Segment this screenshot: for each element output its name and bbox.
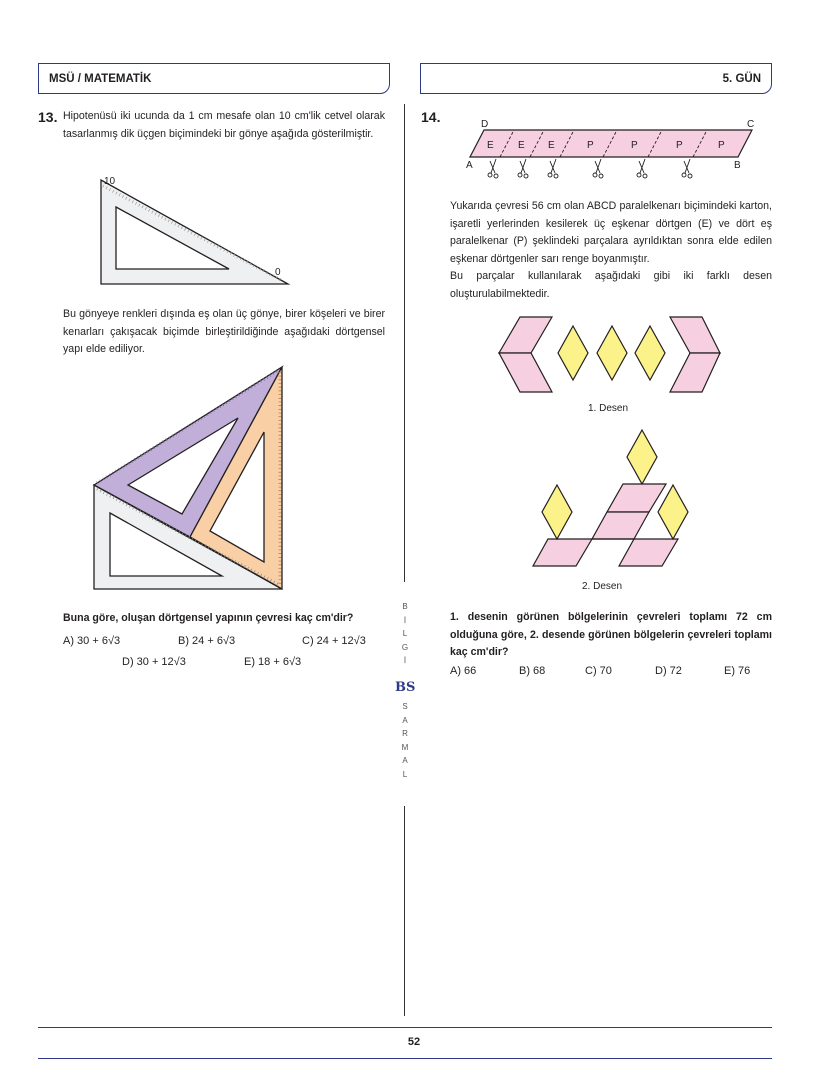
choice-d[interactable]: D) 72	[655, 665, 682, 677]
choice-b[interactable]: B) 68	[519, 665, 546, 677]
header-day: 5. GÜN	[420, 63, 772, 94]
brand-letter: R	[402, 729, 408, 738]
vertex-d: D	[481, 119, 489, 130]
brand-vertical-text-top	[399, 600, 411, 668]
choice-d[interactable]: D) 30 + 12√3	[122, 656, 186, 668]
combined-set-squares-figure	[94, 367, 282, 589]
pattern-2-figure	[533, 430, 688, 566]
question-13-intro: Hipotenüsü iki ucunda da 1 cm mesafe olan 10 cm'lik cetvel olarak tasarlanmış dik üçgen biçimindeki bir gönye aşağıda gösterilmiştir.	[63, 110, 385, 140]
pattern-1-caption: 1. Desen	[588, 403, 629, 414]
footer-rule-bottom	[38, 1058, 772, 1059]
pattern-1-figure	[499, 317, 720, 392]
brand-vertical-text-bottom	[399, 700, 411, 781]
piece-label: E	[548, 140, 555, 151]
piece-label: P	[718, 140, 725, 151]
page-number: 52	[407, 1036, 421, 1048]
column-divider	[404, 806, 405, 1016]
column-divider	[404, 104, 405, 582]
brand-letter: A	[402, 756, 408, 765]
brand-letter: A	[402, 715, 408, 725]
brand-letter: B	[402, 602, 408, 611]
brand-letter: M	[401, 742, 409, 752]
vertex-c: C	[747, 119, 755, 130]
pattern-2-caption: 2. Desen	[582, 581, 623, 592]
brand-letter: G	[401, 642, 409, 652]
piece-label: E	[518, 140, 525, 151]
vertex-a: A	[466, 160, 473, 171]
brand-letter: S	[402, 702, 408, 711]
parallelogram-strip-figure	[466, 119, 754, 178]
choice-a[interactable]: A) 30 + 6√3	[63, 635, 121, 647]
footer-rule-top	[38, 1027, 772, 1028]
brand-letter: L	[402, 769, 408, 779]
header-subject: MSÜ / MATEMATİK	[38, 63, 390, 94]
brand-letter: İ	[403, 615, 407, 625]
piece-label: P	[631, 140, 638, 151]
piece-label: P	[676, 140, 683, 151]
question-14-prompt: 1. desenin görünen bölgelerinin çevreleri toplamı 72 cm olduğuna göre, 2. desende görünen bölgelerin çevreleri toplamı kaç cm'dir?	[450, 611, 772, 658]
question-14-pattern-intro: Bu parçalar kullanılarak aşağıdaki gibi iki farklı desen oluşturulabilmektedir.	[450, 270, 772, 300]
ruler-label-10: 10	[104, 176, 116, 187]
question-13-description: Bu gönyeye renkleri dışında eş olan üç gönye, birer köşeleri ve birer kenarları çakışacak biçimde birleştirildiğinde aşağıdaki dörtgensel yapı elde ediliyor.	[63, 308, 385, 355]
question-13-number: 13.	[38, 109, 58, 125]
choice-c[interactable]: C) 70	[585, 665, 612, 677]
choice-e[interactable]: E) 76	[724, 665, 751, 677]
question-13-prompt: Buna göre, oluşan dörtgensel yapının çevresi kaç cm'dir?	[63, 612, 354, 624]
choice-b[interactable]: B) 24 + 6√3	[178, 635, 236, 647]
scissors-icons	[488, 159, 692, 178]
choice-c[interactable]: C) 24 + 12√3	[302, 635, 366, 647]
brand-letter: İ	[403, 656, 407, 665]
piece-label: P	[587, 140, 594, 151]
brand-logo: BS	[395, 680, 416, 695]
choice-e[interactable]: E) 18 + 6√3	[244, 656, 302, 668]
ruler-label-0: 0	[275, 267, 281, 278]
vertex-b: B	[734, 160, 741, 171]
choice-a[interactable]: A) 66	[450, 665, 477, 677]
piece-label: E	[487, 140, 494, 151]
question-14-number: 14.	[421, 109, 441, 125]
set-square-figure	[101, 176, 288, 284]
brand-letter: L	[402, 629, 408, 638]
question-14-description: Yukarıda çevresi 56 cm olan ABCD paralelkenarı biçimindeki karton, işaretli yerlerinden kesilerek üç eşkenar dörtgen (E) ve dört eş paralelkenar (P) şeklindeki parçalara ayrıldıktan sonra elde edilen eşkenar dörtgenler sarı renge boyanmıştır.	[450, 200, 772, 265]
